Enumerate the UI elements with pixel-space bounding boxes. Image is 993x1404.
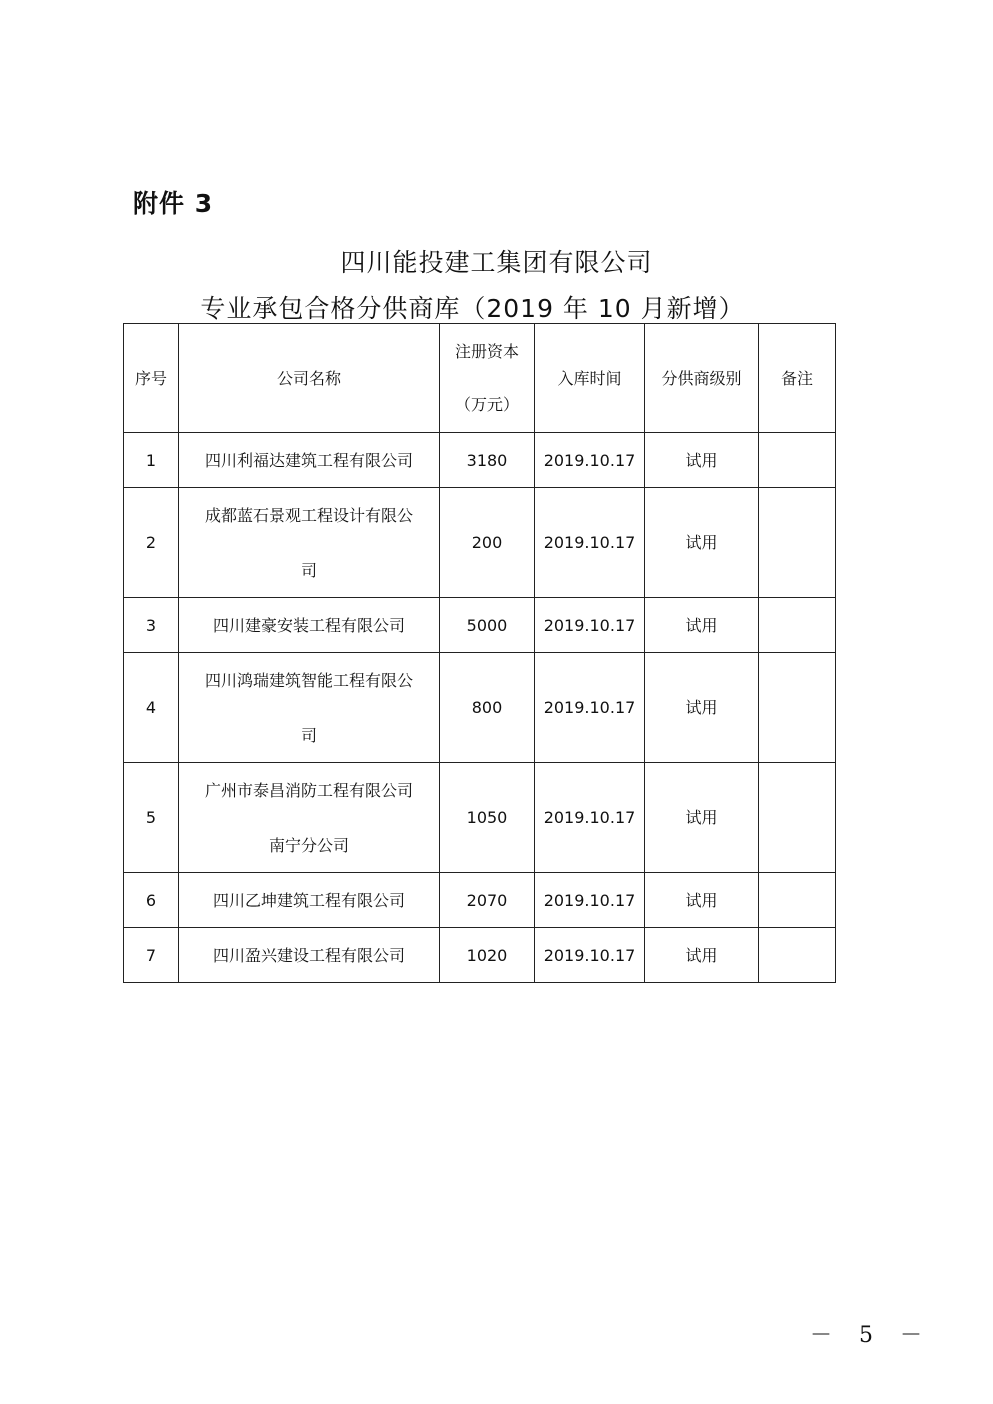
cell-capital: 3180	[440, 433, 535, 488]
cell-company-line1: 四川鸿瑞建筑智能工程有限公	[204, 670, 413, 690]
cell-capital: 5000	[440, 598, 535, 653]
cell-level: 试用	[645, 488, 759, 598]
cell-remark	[759, 598, 836, 653]
table-row	[124, 598, 836, 653]
cell-company-line1: 广州市泰昌消防工程有限公司	[204, 780, 413, 800]
cell-company: 四川利福达建筑工程有限公司	[179, 433, 440, 488]
cell-company-line2: 司	[300, 560, 317, 580]
cell-capital: 1050	[440, 763, 535, 873]
cell-level: 试用	[645, 433, 759, 488]
cell-company: 四川乙坤建筑工程有限公司	[179, 873, 440, 928]
cell-entry-date: 2019.10.17	[535, 433, 645, 488]
cell-company-line2: 南宁分公司	[268, 835, 349, 855]
header-capital-line1: 注册资本	[454, 342, 519, 361]
supplier-table	[123, 323, 836, 983]
header-capital	[440, 324, 535, 433]
cell-company	[179, 653, 440, 763]
attachment-label: 附件 3	[133, 189, 214, 218]
cell-remark	[759, 928, 836, 983]
cell-capital: 2070	[440, 873, 535, 928]
cell-level: 试用	[645, 598, 759, 653]
cell-remark	[759, 653, 836, 763]
cell-level: 试用	[645, 873, 759, 928]
cell-remark	[759, 873, 836, 928]
cell-entry-date: 2019.10.17	[535, 763, 645, 873]
header-entry-date: 入库时间	[535, 324, 645, 433]
cell-level: 试用	[645, 763, 759, 873]
cell-remark	[759, 433, 836, 488]
cell-entry-date: 2019.10.17	[535, 598, 645, 653]
table-row	[124, 873, 836, 928]
table-row	[124, 653, 836, 763]
table-row	[124, 928, 836, 983]
document-subtitle: 专业承包合格分供商库（2019 年 10 月新增）	[200, 294, 745, 323]
page-number: － 5 －	[810, 1323, 932, 1348]
cell-level: 试用	[645, 653, 759, 763]
cell-entry-date: 2019.10.17	[535, 488, 645, 598]
cell-capital: 1020	[440, 928, 535, 983]
header-capital-line2: （万元）	[454, 395, 519, 414]
cell-company	[179, 763, 440, 873]
cell-index: 6	[124, 873, 179, 928]
cell-index: 3	[124, 598, 179, 653]
cell-capital: 800	[440, 653, 535, 763]
cell-level: 试用	[645, 928, 759, 983]
cell-company: 四川盈兴建设工程有限公司	[179, 928, 440, 983]
table-header-row	[124, 324, 836, 433]
cell-company	[179, 488, 440, 598]
header-level: 分供商级别	[645, 324, 759, 433]
cell-index: 4	[124, 653, 179, 763]
table-row	[124, 763, 836, 873]
cell-entry-date: 2019.10.17	[535, 928, 645, 983]
cell-capital: 200	[440, 488, 535, 598]
document-title: 四川能投建工集团有限公司	[340, 248, 653, 277]
table-row	[124, 433, 836, 488]
cell-entry-date: 2019.10.17	[535, 873, 645, 928]
header-company: 公司名称	[179, 324, 440, 433]
cell-company-line1: 成都蓝石景观工程设计有限公	[204, 505, 413, 525]
cell-remark	[759, 488, 836, 598]
header-remark: 备注	[759, 324, 836, 433]
cell-index: 5	[124, 763, 179, 873]
cell-index: 1	[124, 433, 179, 488]
cell-entry-date: 2019.10.17	[535, 653, 645, 763]
cell-company: 四川建豪安装工程有限公司	[179, 598, 440, 653]
cell-index: 7	[124, 928, 179, 983]
cell-company-line2: 司	[300, 725, 317, 745]
cell-remark	[759, 763, 836, 873]
table-row	[124, 488, 836, 598]
header-index: 序号	[124, 324, 179, 433]
cell-index: 2	[124, 488, 179, 598]
